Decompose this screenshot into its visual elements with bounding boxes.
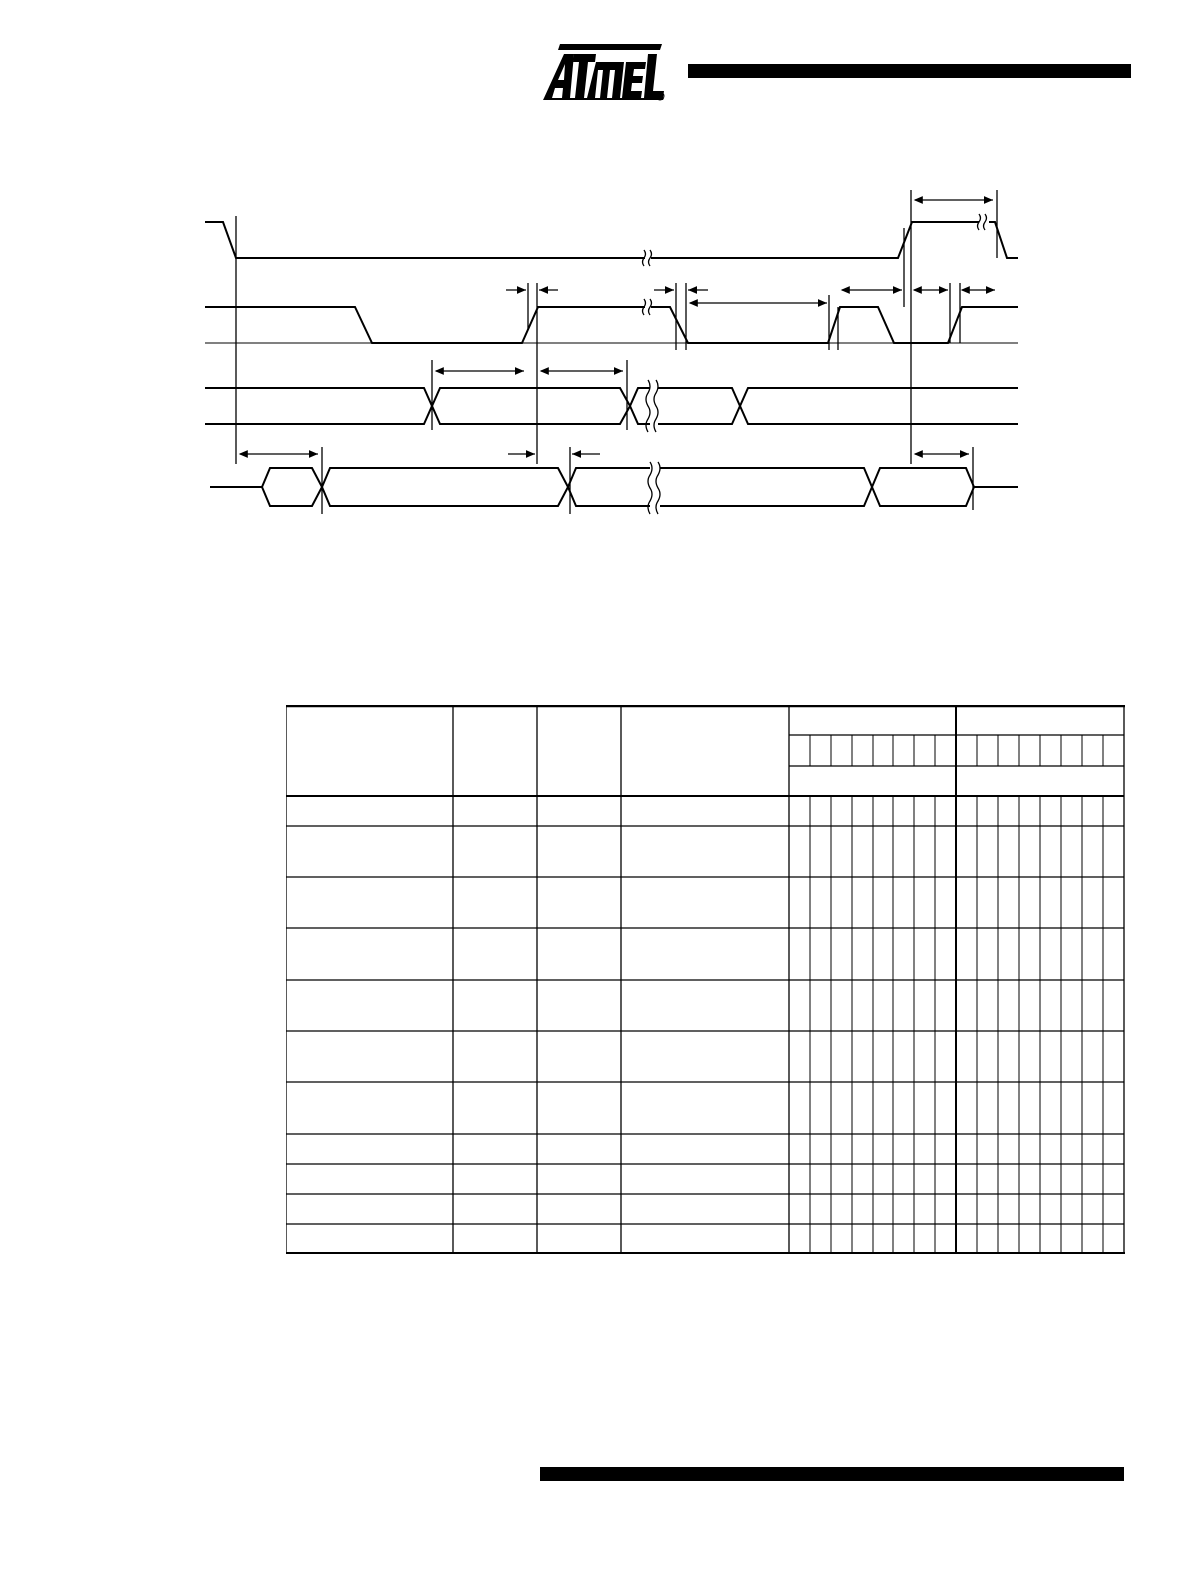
atmel-logo <box>540 40 670 102</box>
subcolumns-group-2 <box>977 735 1103 1253</box>
parameter-table <box>286 705 1126 1255</box>
timing-arrows <box>240 200 995 454</box>
waveform-bus-1 <box>205 380 1018 432</box>
footer-rule <box>540 1467 1124 1481</box>
header-rule <box>688 64 1131 78</box>
subcolumns-group-1 <box>810 735 935 1253</box>
waveform-signal-2 <box>205 299 1018 343</box>
registered-mark: ® <box>657 94 662 101</box>
waveform-signal-1 <box>205 214 1018 266</box>
reference-lines <box>236 190 997 514</box>
waveform-bus-2 <box>210 462 1018 514</box>
timing-diagram <box>195 180 1035 525</box>
